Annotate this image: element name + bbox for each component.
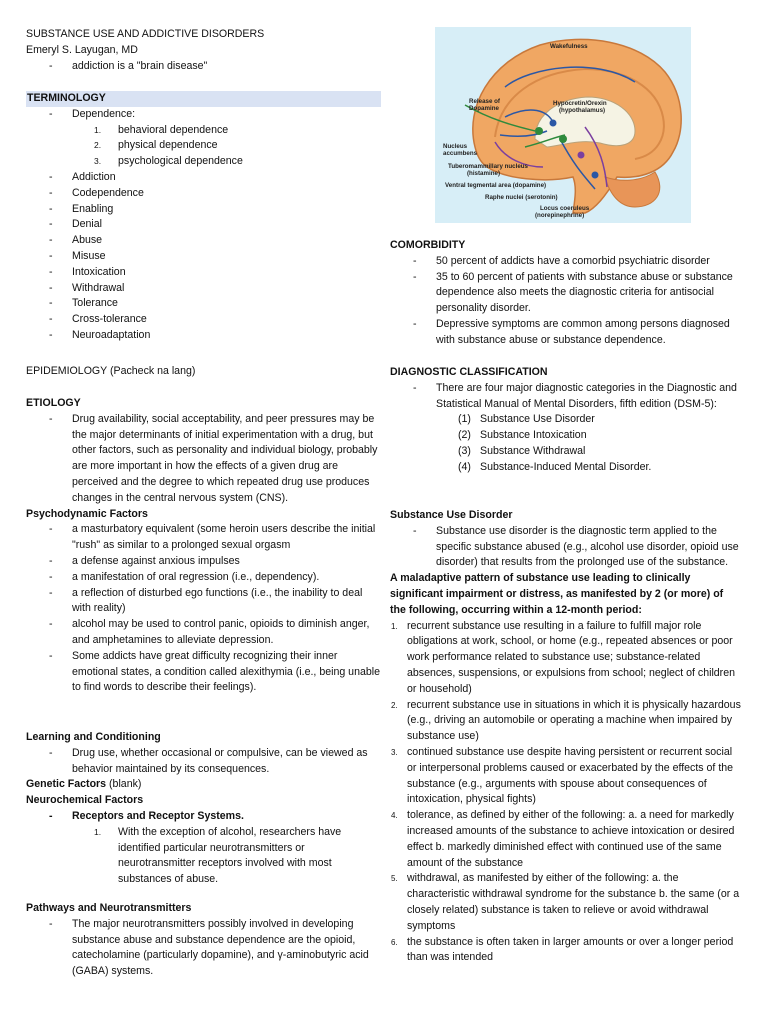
subheading-pathways: Pathways and Neurotransmitters <box>26 902 192 914</box>
list-item: - There are four major diagnostic categories in the Diagnostic and Statistical Manual of Mental Disorders, fifth edition (DSM-5): <box>390 381 742 413</box>
item-text: recurrent substance use in situations in which it is physically hazardous (e.g., driving an automobile or operating a machine when impaired by substance use) <box>407 698 741 743</box>
list-item: - Enabling <box>26 202 381 218</box>
genetic-factors <box>26 777 381 793</box>
label-release: Release of <box>469 98 500 105</box>
list-item: - a defense against anxious impulses <box>26 554 381 570</box>
list-item: - Misuse <box>26 249 381 265</box>
list-item: - Codependence <box>26 186 381 202</box>
item-number: 3. <box>94 156 102 167</box>
learning-section <box>26 730 381 888</box>
item-number: (2) <box>458 429 471 442</box>
list-item <box>390 808 742 871</box>
list-item <box>390 444 742 460</box>
item-text: Substance-Induced Mental Disorder. <box>480 460 652 473</box>
label-tuberomammillary: Tuberomammillary nucleus <box>448 163 529 170</box>
etiology-section <box>26 396 381 696</box>
list-item <box>26 123 381 139</box>
item-number: (4) <box>458 460 471 473</box>
item-text: Substance Use Disorder <box>480 413 595 426</box>
item-number: 1. <box>94 826 102 837</box>
list-item <box>390 745 742 808</box>
subheading-neurochemical: Neurochemical Factors <box>26 794 144 807</box>
item-number: 6. <box>391 937 398 947</box>
item-text: withdrawal, as manifested by either of the following: a. the characteristic withdrawal syndrome for the substance b. the same (or a closely related) substance is taken to relieve or avoid withdrawal symptoms <box>407 872 740 932</box>
label-wakefulness: Wakefulness <box>550 43 588 50</box>
comorbidity-list <box>390 254 742 349</box>
item-text: Substance Withdrawal <box>480 444 586 457</box>
list-item: - addiction is a "brain disease" <box>26 59 381 75</box>
item-text: psychological dependence <box>118 155 243 168</box>
label-locus: (norepinephrine) <box>535 212 585 219</box>
list-item: - Drug use, whether occasional or compulsive, can be viewed as behavior maintained by its consequences. <box>26 746 381 778</box>
list-item: - Substance use disorder is the diagnostic term applied to the specific substance abused (e.g., alcohol use disorder, opioid use disorder) that results from the prolonged use of the substance. <box>390 524 742 571</box>
list-item: - Denial <box>26 217 381 233</box>
item-text: tolerance, as defined by either of the following: a. a need for markedly increased amounts of the substance to achieve intoxication or desired effect b. markedly diminished effect with continued use of the same amount of the substance <box>407 809 735 869</box>
locus-coeruleus-dot <box>592 172 599 179</box>
vta-dot <box>559 135 567 143</box>
item-text: recurrent substance use resulting in a failure to fulfill major role obligations at work, school, or home (e.g., repeated absences or poor work performance related to substance use; substance-related absences, suspensions, or expulsions from school; neglect of children or household) <box>407 619 735 695</box>
genetic-note: (blank) <box>109 778 142 791</box>
document-title: SUBSTANCE USE AND ADDICTIVE DISORDERS <box>26 28 265 40</box>
list-item <box>390 428 742 444</box>
label-vta: Ventral tegmental area (dopamine) <box>445 182 547 189</box>
raphe-dot <box>578 152 585 159</box>
list-item: - Dependence: <box>26 107 381 123</box>
label-hypocretin: (hypothalamus) <box>559 107 606 114</box>
list-item: - Cross-tolerance <box>26 312 381 328</box>
item-text: Substance Intoxication <box>480 429 587 442</box>
item-number: 2. <box>391 700 398 710</box>
list-item <box>26 825 381 888</box>
psychodynamic-list <box>26 522 381 696</box>
list-item <box>390 412 742 428</box>
list-item: - Receptors and Receptor Systems. <box>26 809 381 825</box>
brain-pathways-figure <box>435 27 691 223</box>
list-item: - Withdrawal <box>26 281 381 297</box>
section-heading-diagnostic: DIAGNOSTIC CLASSIFICATION <box>390 366 548 378</box>
item-number: (3) <box>458 444 471 457</box>
criteria-list <box>390 619 742 967</box>
label-nucleus: accumbens <box>443 150 478 157</box>
epidemiology-note: (Pacheck na lang) <box>110 365 196 377</box>
list-item: - 35 to 60 percent of patients with substance abuse or substance dependence also meets the diagnostic criteria for antisocial personality disorder. <box>390 270 742 317</box>
item-text: physical dependence <box>118 139 218 152</box>
diagnostic-list <box>390 381 742 413</box>
receptors-list <box>26 809 381 825</box>
document-header <box>26 27 381 74</box>
list-item <box>390 619 742 698</box>
list-item: - a reflection of disturbed ego functions (i.e., the inability to deal with reality) <box>26 586 381 618</box>
section-heading-terminology: TERMINOLOGY <box>26 91 381 107</box>
list-item: - Abuse <box>26 233 381 249</box>
item-number: 3. <box>391 747 398 757</box>
section-heading-comorbidity: COMORBIDITY <box>390 239 466 251</box>
list-item: - Tolerance <box>26 296 381 312</box>
epidemiology-section <box>26 364 381 380</box>
pathways-section <box>26 901 381 980</box>
hypocretin-dot <box>550 120 557 127</box>
learning-list <box>26 746 381 778</box>
item-number: 1. <box>94 124 102 135</box>
list-item: - a masturbatory equivalent (some heroin users describe the initial "rush" as similar to a prolonged sexual orgasm <box>26 522 381 554</box>
label-raphe: Raphe nuclei (serotonin) <box>485 194 558 201</box>
section-heading-etiology: ETIOLOGY <box>26 397 81 409</box>
label-nucleus: Nucleus <box>443 143 468 150</box>
diagnostic-section <box>390 365 742 476</box>
item-number: 4. <box>391 811 398 821</box>
item-number: 1. <box>391 621 398 631</box>
list-item: - alcohol may be used to control panic, opioids to diminish anger, and amphetamines to alleviate depression. <box>26 617 381 649</box>
label-locus: Locus coeruleus <box>540 205 590 212</box>
receptors-numbered-list <box>26 825 381 888</box>
intro-list <box>26 59 381 75</box>
list-item <box>390 460 742 476</box>
list-item: - Depressive symptoms are common among persons diagnosed with substance abuse or substance dependence. <box>390 317 742 349</box>
item-text: With the exception of alcohol, researchers have identified particular neurotransmitters or neurotransmitter receptors involved with most substances of abuse. <box>118 825 342 886</box>
item-text: the substance is often taken in larger amounts or over a longer period than was intended <box>407 935 734 964</box>
pathways-list <box>26 917 381 980</box>
item-number: (1) <box>458 413 471 426</box>
list-item: - Intoxication <box>26 265 381 281</box>
list-item <box>390 698 742 745</box>
section-heading-epidemiology: EPIDEMIOLOGY <box>26 365 108 377</box>
item-number: 2. <box>94 140 102 151</box>
list-item <box>390 935 742 967</box>
criteria-heading: A maladaptive pattern of substance use leading to clinically significant impairment or distress, as manifested by 2 (or more) of the following, occurring within a 12-month period: <box>390 572 724 616</box>
list-item: - Neuroadaptation <box>26 328 381 344</box>
subheading-psychodynamic: Psychodynamic Factors <box>26 507 148 520</box>
sud-section <box>390 508 742 966</box>
list-item: - Some addicts have great difficulty recognizing their inner emotional states, a condition called alexithymia (i.e., being unable to find words to describe their feelings). <box>26 649 381 696</box>
author: Emeryl S. Layugan, MD <box>26 43 138 56</box>
subheading-learning: Learning and Conditioning <box>26 731 161 743</box>
label-release: Dopamine <box>469 105 499 112</box>
comorbidity-section <box>390 238 742 349</box>
list-item <box>26 154 381 170</box>
etiology-list <box>26 412 381 507</box>
list-item <box>26 138 381 154</box>
list-item: - 50 percent of addicts have a comorbid psychiatric disorder <box>390 254 742 270</box>
list-item <box>390 871 742 934</box>
terminology-section <box>26 91 381 344</box>
diagnostic-categories-list <box>390 412 742 475</box>
subheading-genetic: Genetic Factors <box>26 778 107 791</box>
terms-list <box>26 170 381 344</box>
label-hypocretin: Hypocretin/Orexin <box>553 100 607 107</box>
sud-list <box>390 524 742 571</box>
list-item: - Addiction <box>26 170 381 186</box>
list-item: - Drug availability, social acceptability, and peer pressures may be the major determinants of initial experimentation with a drug, but other factors, such as personality and individual biology, probably are more important in how the effects of a given drug are perceived and the degree to which repeated drug use produces changes in the central nervous system (CNS). <box>26 412 381 507</box>
item-text: continued substance use despite having persistent or recurrent social or interpersonal problems caused or exacerbated by the effects of the substance (e.g., arguments with spouse about consequences of intoxication, physical fights) <box>407 745 734 806</box>
item-number: 5. <box>391 874 398 884</box>
subheading-sud: Substance Use Disorder <box>390 509 513 521</box>
label-tuberomammillary: (histamine) <box>467 170 501 177</box>
terminology-list <box>26 107 381 123</box>
list-item: - The major neurotransmitters possibly involved in developing substance abuse and substance dependence are the opioid, catecholamine (particularly dopamine), and γ-aminobutyric acid (GABA) systems. <box>26 917 381 980</box>
list-item: - a manifestation of oral regression (i.e., dependency). <box>26 570 381 586</box>
item-text: behavioral dependence <box>118 123 229 136</box>
dependence-types-list <box>26 123 381 170</box>
nucleus-accumbens-dot <box>535 127 543 135</box>
